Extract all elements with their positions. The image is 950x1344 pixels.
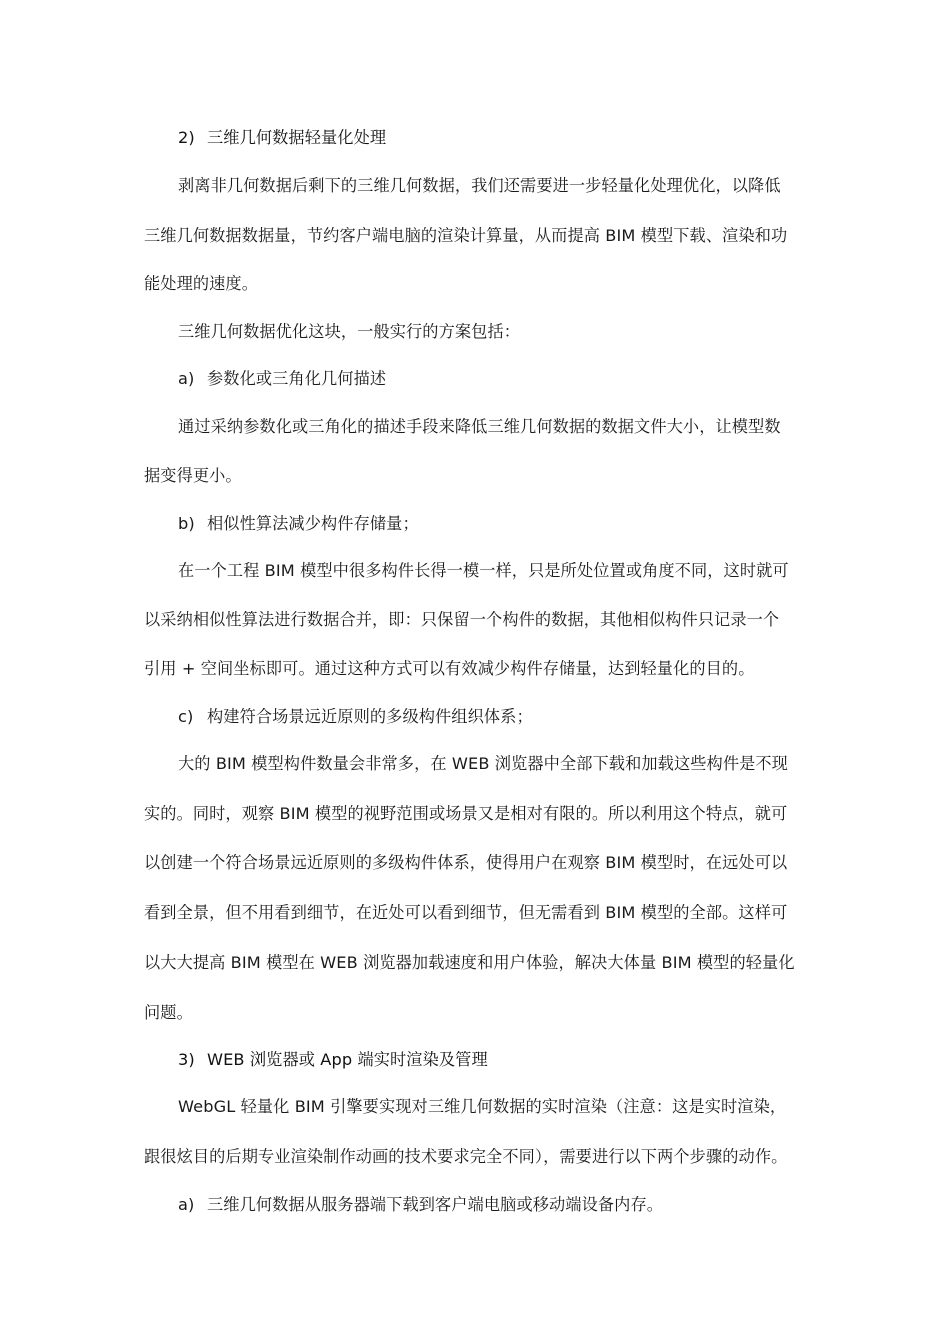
- paragraph-line: 通过采纳参数化或三角化的描述手段来降低三维几何数据的数据文件大小，让模型数: [178, 417, 781, 436]
- paragraph-line: 以创建一个符合场景远近原则的多级构件体系，使得用户在观察 BIM 模型时，在远处可以: [144, 853, 788, 872]
- paragraph-line: 实的。同时，观察 BIM 模型的视野范围或场景又是相对有限的。所以利用这个特点，就可: [144, 804, 788, 823]
- item-a-marker: a): [178, 369, 195, 388]
- paragraph-line: 大的 BIM 模型构件数量会非常多，在 WEB 浏览器中全部下载和加载这些构件是不现: [178, 754, 788, 773]
- item-c-marker: c): [178, 707, 194, 726]
- item-a-title: 三维几何数据从服务器端下载到客户端电脑或移动端设备内存。: [207, 1195, 664, 1214]
- paragraph-line: 问题。: [144, 1003, 193, 1022]
- item-a-heading: [178, 1193, 663, 1217]
- paragraph-line: 以采纳相似性算法进行数据合并，即：只保留一个构件的数据，其他相似构件只记录一个: [144, 610, 780, 629]
- paragraph-line: 引用 + 空间坐标即可。通过这种方式可以有效减少构件存储量，达到轻量化的目的。: [144, 659, 755, 678]
- section-3-number: 3): [178, 1050, 195, 1069]
- item-a-heading: [178, 367, 386, 391]
- section-2-heading: [178, 126, 386, 150]
- paragraph-line: 三维几何数据数据量，节约客户端电脑的渲染计算量，从而提高 BIM 模型下载、渲染和功: [144, 226, 788, 245]
- paragraph-line: 跟很炫目的后期专业渲染制作动画的技术要求完全不同），需要进行以下两个步骤的动作。: [144, 1147, 788, 1166]
- item-a-marker: a): [178, 1195, 195, 1214]
- item-c-heading: [178, 705, 533, 729]
- paragraph-line: 看到全景，但不用看到细节，在近处可以看到细节，但无需看到 BIM 模型的全部。这样可: [144, 903, 788, 922]
- item-b-marker: b): [178, 514, 195, 533]
- section-3-title: WEB 浏览器或 App 端实时渲染及管理: [207, 1050, 488, 1069]
- item-a-title: 参数化或三角化几何描述: [207, 369, 387, 388]
- paragraph-line: 三维几何数据优化这块，一般实行的方案包括：: [178, 322, 521, 341]
- paragraph-line: 以大大提高 BIM 模型在 WEB 浏览器加载速度和用户体验，解决大体量 BIM 模型的轻量化: [144, 953, 795, 972]
- item-b-title: 相似性算法减少构件存储量；: [207, 514, 419, 533]
- item-c-title: 构建符合场景远近原则的多级构件组织体系；: [207, 707, 533, 726]
- section-2-number: 2): [178, 128, 195, 147]
- section-2-title: 三维几何数据轻量化处理: [207, 128, 387, 147]
- paragraph-line: 据变得更小。: [144, 466, 242, 485]
- paragraph-line: 在一个工程 BIM 模型中很多构件长得一模一样，只是所处位置或角度不同，这时就可: [178, 561, 789, 580]
- item-b-heading: [178, 512, 419, 536]
- paragraph-line: 能处理的速度。: [144, 274, 259, 293]
- section-3-heading: [178, 1048, 488, 1072]
- paragraph-line: 剥离非几何数据后剩下的三维几何数据，我们还需要进一步轻量化处理优化，以降低: [178, 176, 781, 195]
- paragraph-line: WebGL 轻量化 BIM 引擎要实现对三维几何数据的实时渲染（注意：这是实时渲染，: [178, 1097, 787, 1116]
